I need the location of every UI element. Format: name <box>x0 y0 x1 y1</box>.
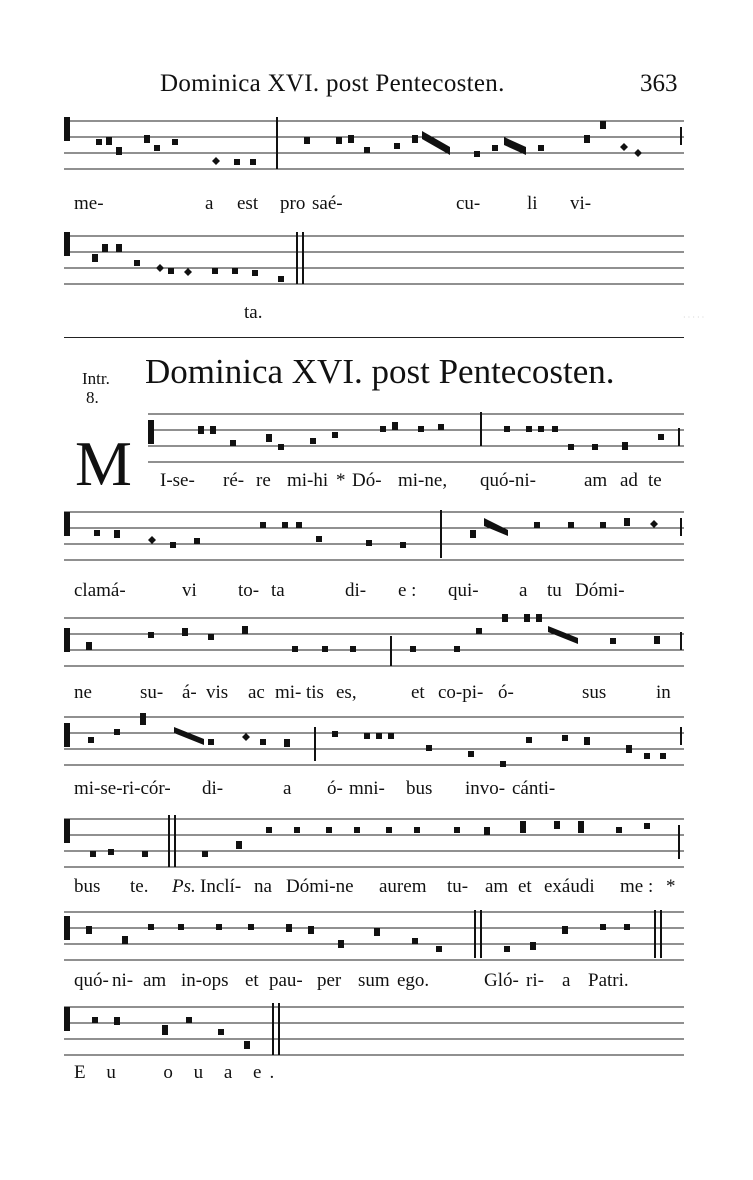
lyric-syllable: est <box>237 193 259 214</box>
page-number: 363 <box>640 70 678 97</box>
lyric-syllable: li <box>527 193 538 214</box>
staff-3 <box>64 614 684 664</box>
initial-letter: M <box>75 428 132 499</box>
staff-lines <box>64 614 684 674</box>
lyric-syllable: am <box>143 970 167 991</box>
lyric-syllable: mi- <box>275 682 302 703</box>
lyric-syllable: ré- <box>223 470 245 491</box>
lyric-syllable: di- <box>202 778 224 799</box>
lyric-syllable: na <box>254 876 272 897</box>
lyric-syllable: ad <box>620 470 638 491</box>
staff-continuation-2 <box>64 232 684 282</box>
lyric-syllable: ne <box>74 682 92 703</box>
lyric-syllable: a <box>562 970 571 991</box>
staff-lines <box>64 508 684 568</box>
staff-lines <box>64 232 684 292</box>
lyric-syllable: qui- <box>448 580 479 601</box>
lyric-syllable: et <box>411 682 425 703</box>
lyric-syllable: tu <box>547 580 562 601</box>
mode-number: 8. <box>86 388 99 407</box>
lyric-syllable: et <box>518 876 532 897</box>
lyric-syllable: mi-hi <box>287 470 329 491</box>
lyric-syllable: vi- <box>570 193 592 214</box>
lyric-syllable: quó-ni- <box>480 470 536 491</box>
lyric-syllable: per <box>317 970 342 991</box>
lyric-syllable: me : <box>620 876 654 897</box>
euouae-letter: a <box>223 1062 241 1083</box>
introit-label: Intr. <box>82 369 110 388</box>
lyric-syllable: to- <box>238 580 260 601</box>
lyric-syllable: ac <box>248 682 265 703</box>
lyric-syllable: Inclí- <box>200 876 242 897</box>
lyric-syllable: ta. <box>244 302 263 323</box>
lyric-syllable: ego. <box>397 970 430 991</box>
margin-bleedthrough: · · · · · <box>683 313 705 322</box>
euouae-letter: E <box>74 1062 94 1083</box>
lyric-syllable: te. <box>130 876 149 897</box>
lyric-syllable: a <box>519 580 528 601</box>
lyric-syllable: re <box>256 470 271 491</box>
staff-7 <box>64 1003 684 1053</box>
lyric-syllable: sus <box>582 682 607 703</box>
staff-lines <box>64 908 684 968</box>
lyric-syllable: Dómi- <box>575 580 625 601</box>
lyric-syllable: cánti- <box>512 778 556 799</box>
lyric-syllable: es, <box>336 682 357 703</box>
lyric-syllable: mi-ne, <box>398 470 448 491</box>
lyric-syllable: et <box>245 970 259 991</box>
lyric-syllable: tis <box>306 682 324 703</box>
staff-6 <box>64 908 684 958</box>
lyric-syllable: te <box>648 470 662 491</box>
lyric-syllable: exáudi <box>544 876 595 897</box>
euouae-letter: e. <box>253 1062 283 1083</box>
lyric-syllable: Patri. <box>588 970 629 991</box>
euouae-text <box>74 1062 282 1084</box>
running-title: Dominica XVI. post Pentecosten. <box>160 70 505 97</box>
lyric-syllable: saé- <box>312 193 343 214</box>
lyric-syllable: in-ops <box>181 970 229 991</box>
lyric-syllable: ri- <box>526 970 544 991</box>
staff-continuation-1 <box>64 117 684 167</box>
lyric-syllable: a <box>283 778 292 799</box>
euouae-letter: u <box>193 1062 212 1083</box>
staff-4 <box>64 713 684 763</box>
psalm-label: Ps. <box>172 876 196 897</box>
lyric-syllable: ta <box>271 580 285 601</box>
lyric-syllable: bus <box>74 876 101 897</box>
staff-1 <box>148 410 684 460</box>
lyric-syllable: bus <box>406 778 433 799</box>
staff-5 <box>64 815 684 865</box>
lyric-syllable: pro <box>280 193 306 214</box>
lyric-syllable: a <box>205 193 214 214</box>
flex-asterisk: * <box>666 876 676 897</box>
lyric-syllable: tu- <box>447 876 469 897</box>
lyric-syllable: á- <box>182 682 197 703</box>
lyric-syllable: I-se- <box>160 470 195 491</box>
page-title: Dominica XVI. post Pentecosten. <box>145 352 615 391</box>
lyric-syllable: * <box>336 470 346 491</box>
lyric-syllable: invo- <box>465 778 506 799</box>
lyric-syllable: sum <box>358 970 390 991</box>
lyric-syllable: ó- <box>327 778 343 799</box>
lyric-syllable: su- <box>140 682 164 703</box>
lyric-syllable: mi-se-ri-cór- <box>74 778 171 799</box>
staff-lines <box>64 117 684 177</box>
lyric-syllable: Dómi-ne <box>286 876 354 897</box>
staff-lines <box>64 1003 684 1063</box>
lyric-line <box>74 193 104 215</box>
section-divider <box>64 337 684 338</box>
lyric-syllable: ó- <box>498 682 514 703</box>
lyric-syllable: quó- <box>74 970 109 991</box>
lyric-syllable: vis <box>206 682 229 703</box>
lyric-syllable: clamá- <box>74 580 126 601</box>
lyric-syllable: cu- <box>456 193 481 214</box>
lyric-syllable: in <box>656 682 671 703</box>
lyric-syllable: ni- <box>112 970 134 991</box>
staff-lines <box>64 815 684 875</box>
lyric-syllable: co-pi- <box>438 682 484 703</box>
staff-lines <box>148 410 684 470</box>
lyric-syllable: pau- <box>269 970 303 991</box>
lyric-syllable: am <box>485 876 509 897</box>
lyric-syllable: di- <box>345 580 367 601</box>
lyric-syllable: Gló- <box>484 970 519 991</box>
euouae-letter: o <box>163 1062 181 1083</box>
lyric-syllable: aurem <box>379 876 427 897</box>
lyric-syllable: vi <box>182 580 197 601</box>
syllable: me- <box>74 193 104 214</box>
lyric-syllable: mni- <box>349 778 385 799</box>
euouae-letter: u <box>106 1062 124 1083</box>
lyric-syllable: e : <box>398 580 417 601</box>
staff-lines <box>64 713 684 773</box>
lyric-syllable: Dó- <box>352 470 382 491</box>
lyric-syllable: am <box>584 470 608 491</box>
staff-2 <box>64 508 684 558</box>
